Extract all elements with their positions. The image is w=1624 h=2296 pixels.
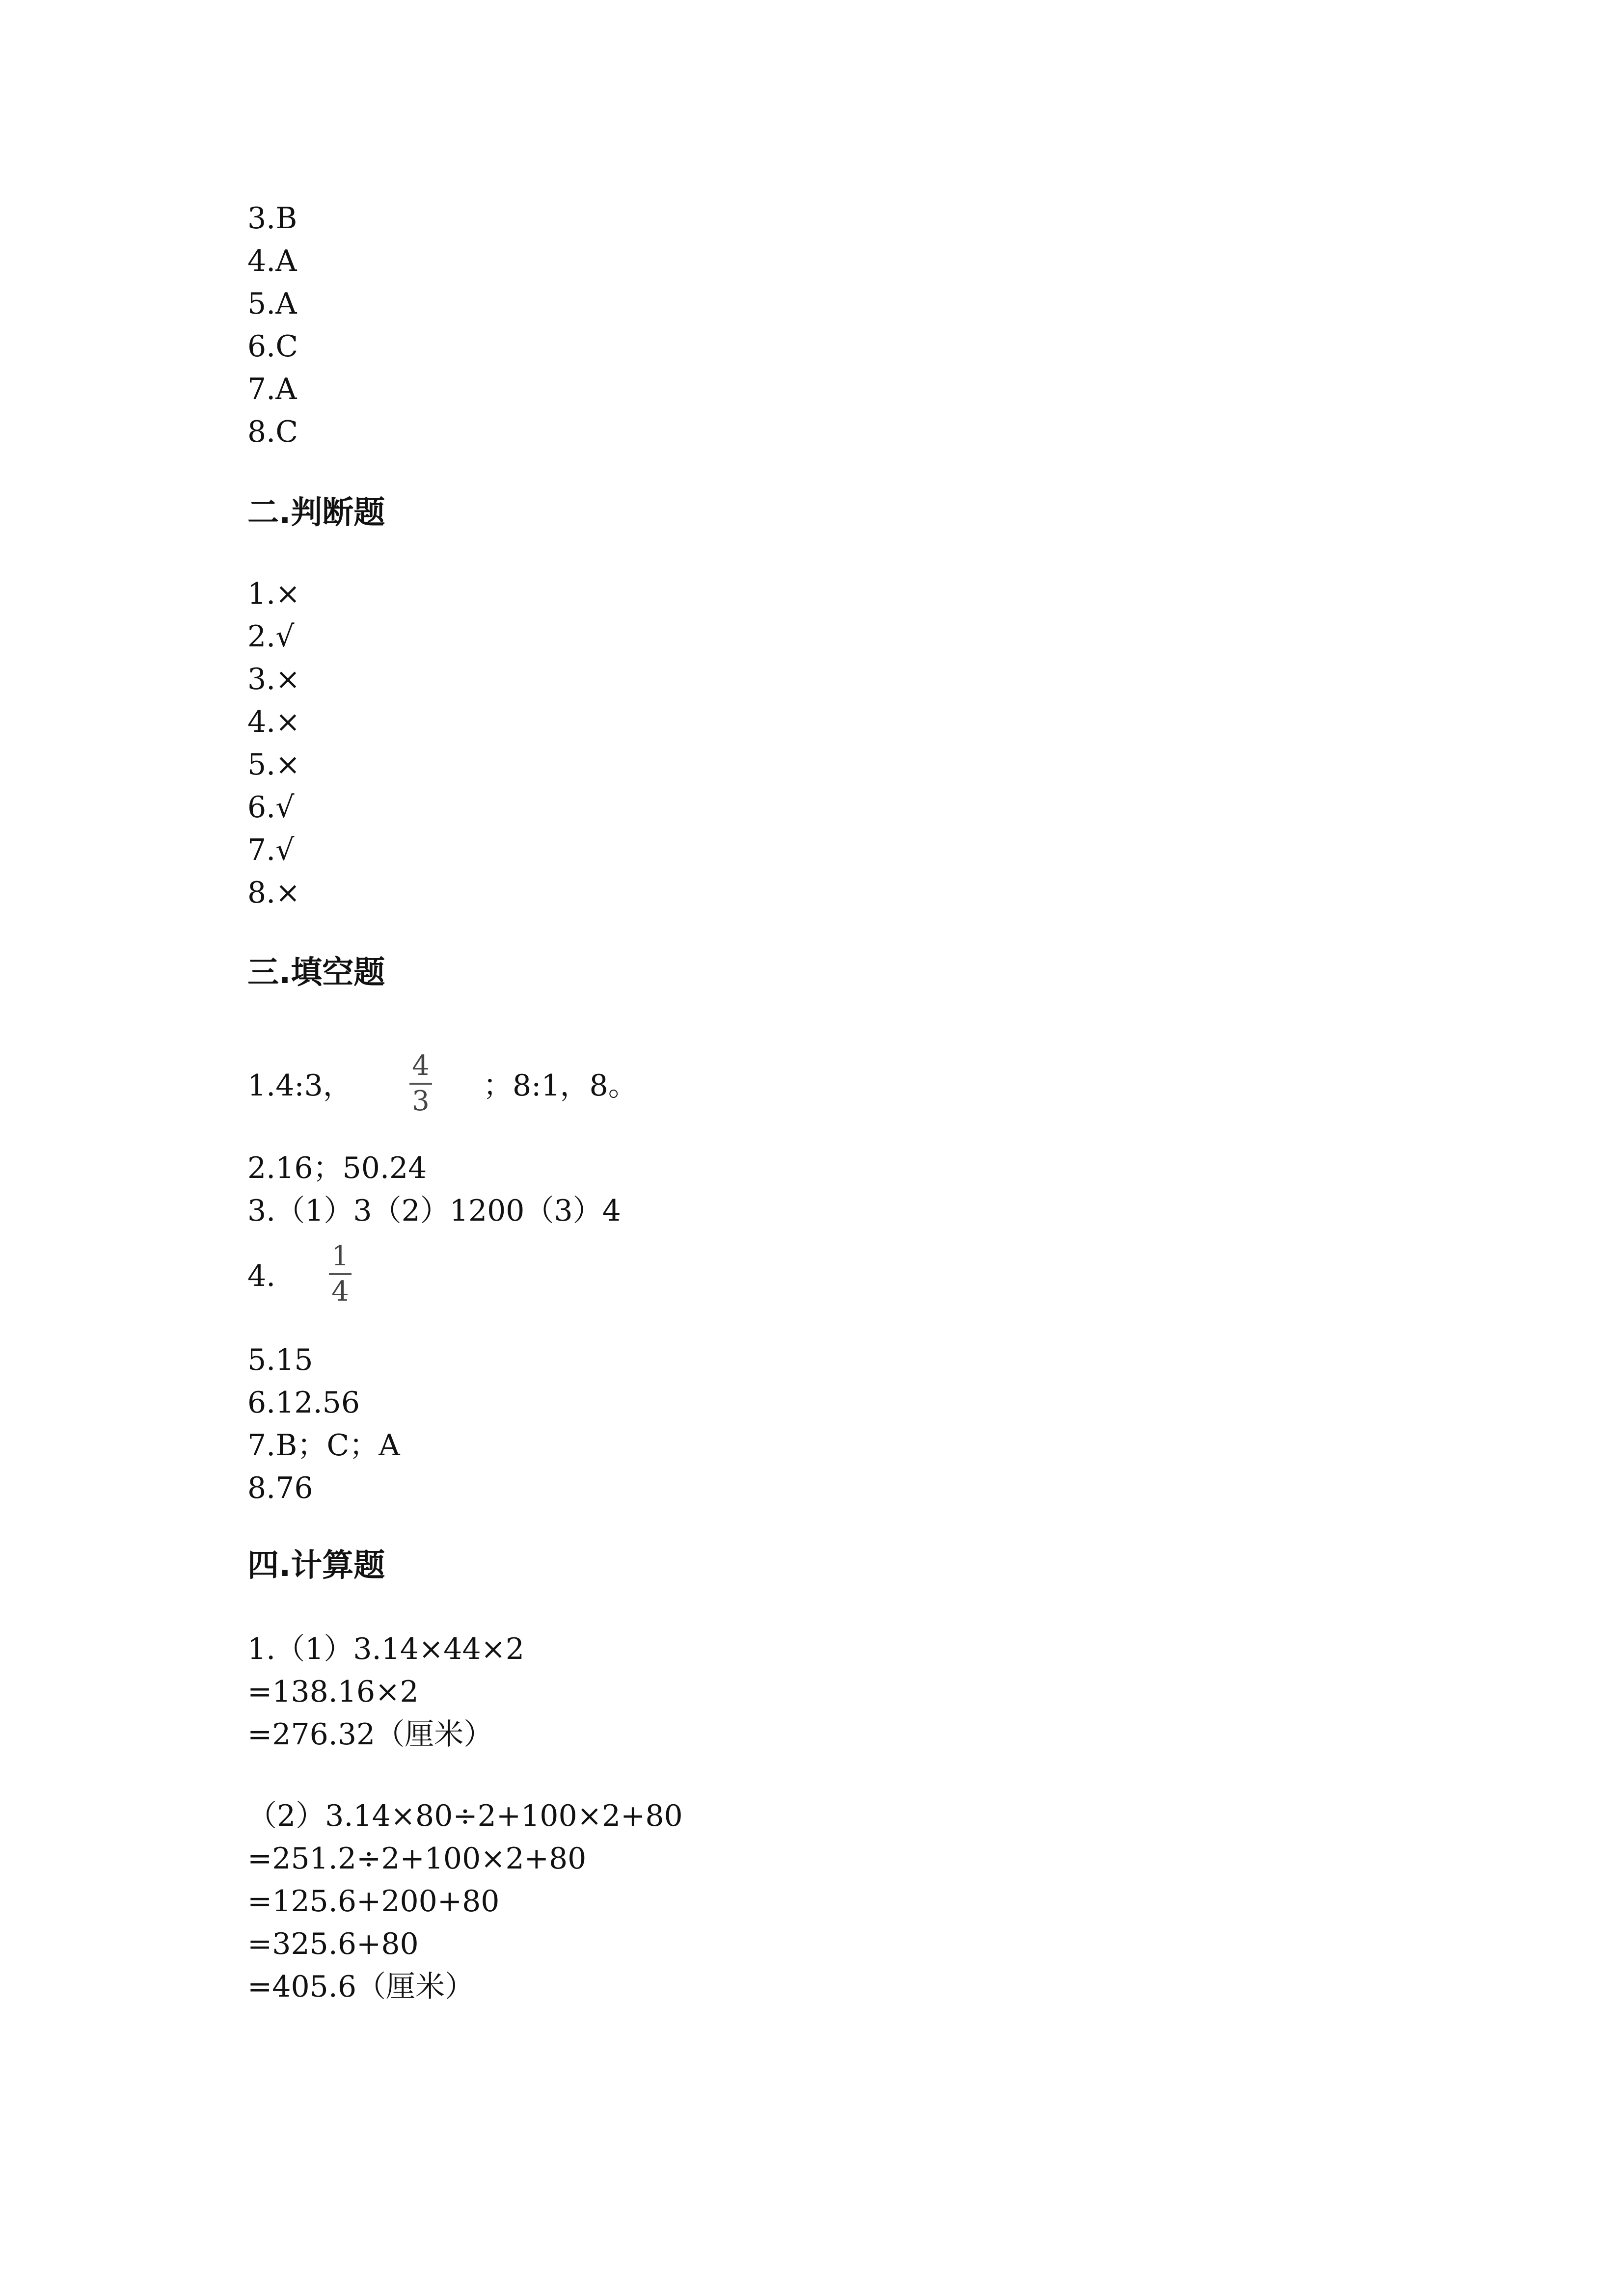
answer-line: 6.C — [247, 329, 298, 364]
answer-line: 4.× — [247, 705, 300, 739]
section-heading: 四.计算题 — [247, 1548, 385, 1584]
answer-line: 2.√ — [247, 619, 295, 654]
answer-line: 5.× — [247, 748, 300, 782]
answer-line: 7.A — [247, 372, 297, 406]
fraction-numerator: 4 — [412, 1050, 430, 1082]
answer-line: 7.√ — [247, 833, 295, 867]
answer-line: 8.× — [247, 876, 300, 910]
answer-line: =405.6（厘米） — [247, 1970, 475, 2004]
fraction — [329, 1241, 352, 1308]
section-heading: 三.填空题 — [247, 955, 385, 991]
answer-line: 1.4:3， — [247, 1068, 352, 1103]
answer-line: 4.A — [247, 244, 297, 278]
fraction-denominator: 4 — [331, 1276, 349, 1308]
answer-line: 3.× — [247, 662, 300, 696]
answer-line: 6.√ — [247, 790, 295, 825]
answer-line: 5.15 — [247, 1343, 313, 1377]
answer-line: 6.12.56 — [247, 1386, 360, 1420]
answer-line: 5.A — [247, 287, 297, 321]
answer-line: =138.16×2 — [247, 1675, 419, 1709]
answer-line: 4. — [247, 1259, 276, 1293]
answer-line: 3.B — [247, 201, 298, 236]
answer-line: =125.6+200+80 — [247, 1884, 500, 1919]
answer-line: 2.16；50.24 — [247, 1151, 427, 1185]
answer-line: 3.（1）3（2）1200（3）4 — [247, 1194, 621, 1228]
answer-line: 8.76 — [247, 1471, 313, 1505]
answer-line: 1.（1）3.14×44×2 — [247, 1632, 525, 1666]
fraction-numerator: 1 — [331, 1240, 349, 1272]
answer-line: ；8:1，8。 — [483, 1068, 638, 1103]
answer-line: 8.C — [247, 415, 298, 449]
answer-line: 7.B；C；A — [247, 1428, 400, 1463]
fraction-denominator: 3 — [412, 1085, 430, 1117]
fraction-bar — [329, 1273, 352, 1275]
section-heading: 二.判断题 — [247, 495, 385, 531]
fraction — [409, 1050, 432, 1117]
fraction-bar — [409, 1083, 432, 1085]
answer-line: =325.6+80 — [247, 1927, 419, 1961]
answer-line: =276.32（厘米） — [247, 1717, 493, 1752]
answer-line: （2）3.14×80÷2+100×2+80 — [247, 1799, 683, 1833]
answer-line: 1.× — [247, 577, 300, 611]
answer-line: =251.2÷2+100×2+80 — [247, 1842, 587, 1876]
